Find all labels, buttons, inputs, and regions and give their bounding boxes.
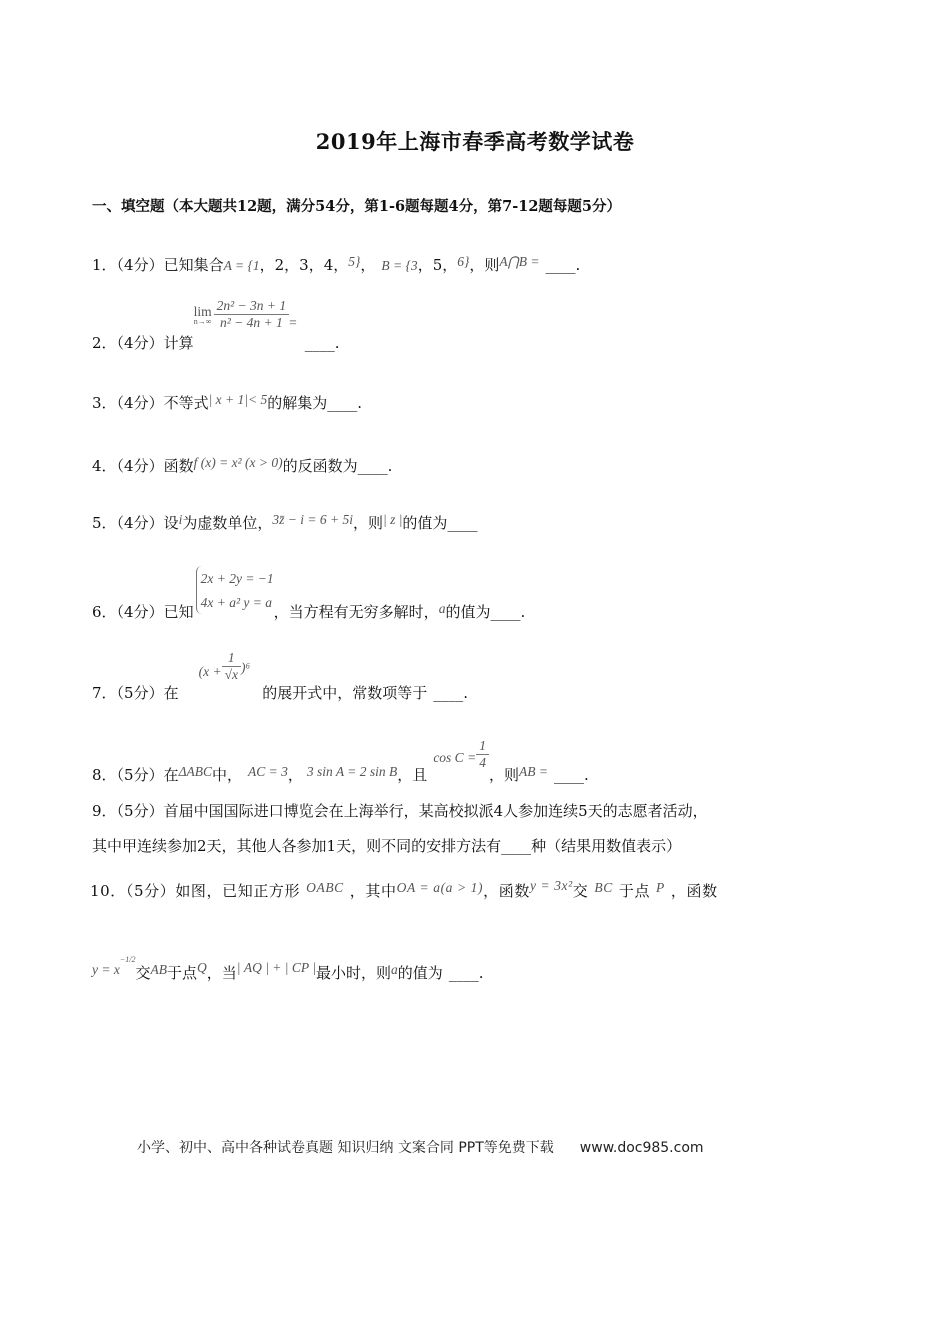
footer-text: 小学、初中、高中各种试卷真题 知识归纳 文案合同 PPT等免费下载	[137, 1140, 554, 1156]
question-3: 3．（4分）不等式| x + 1|< 5的解集为____.	[92, 392, 363, 412]
page-title: 2019年上海市春季高考数学试卷	[315, 129, 635, 154]
question-9-line-2: 其中甲连续参加2天，其他人各参加1天，则不同的安排方法有____种（结果用数值表示）	[92, 837, 682, 855]
question-6: 6．（4分）已知 2x + 2y = −1 4x + a² y = a ，当方程有无穷多解时，a的值为____.	[92, 566, 525, 614]
question-9-line-1: 9．（5分）首届中国国际进口博览会在上海举行，某高校拟派4人参加连续5天的志愿者活动，	[92, 802, 708, 820]
limit-fraction: $\frac{\text{2n² − 3n + 1}}{\text{n² − 4n + 1}}$	[214, 298, 290, 331]
question-10-line-1: 10．（5分）如图，已知正方形 OABC ，其中OA = a(a > 1)，函数y = 3x²交 BC 于点 P ，函数	[90, 878, 718, 900]
section-heading: 一、填空题（本大题共12题，满分54分，第1-6题每题4分，第7-12题每题5分）	[92, 198, 622, 215]
answer-blank: ____.	[448, 964, 484, 982]
footer-url[interactable]: www.doc985.com	[579, 1140, 704, 1156]
footer-banner	[137, 1137, 704, 1157]
question-7: 7．（5分）在(x + $\frac{1}{√x}$ )⁶的展开式中，常数项等于 ____.	[92, 650, 468, 702]
cosine-fraction: $\frac{1}{4}$	[476, 738, 489, 771]
answer-blank: ____.	[304, 334, 340, 352]
question-1: 1．（4分）已知集合A = {1，2，3，4，5}， B = {3，5，6}，则A⋂B = ____.	[92, 254, 581, 274]
equation-system: 2x + 2y = −1 4x + a² y = a	[196, 566, 274, 614]
answer-blank: ____	[447, 514, 478, 532]
question-8: 8．（5分）在ΔABC中， AC = 3， 3 sin A = 2 sin B，且cos C = $\frac{1}{4}$ ，则AB = ____.	[92, 738, 589, 784]
answer-blank: ____.	[327, 394, 363, 412]
answer-blank: ____.	[433, 684, 468, 702]
answer-blank: ____.	[490, 603, 526, 621]
answer-blank: ____.	[553, 766, 589, 784]
expansion-fraction: $\frac{1}{√x}$	[222, 650, 241, 683]
question-2: 2．（4分）计算 lim n→∞ $\frac{\text{2n² − 3n + 1}}{\text{n² − 4n + 1}}$ =____.	[92, 298, 340, 352]
question-5: 5．（4分）设i为虚数单位，3z̄ − i = 6 + 5i，则| z |的值为____	[92, 512, 478, 532]
answer-blank: ____	[501, 837, 532, 855]
answer-blank: ____.	[357, 457, 393, 475]
question-10-line-2: $y = x^{-1/2}$交AB于点Q，当| AQ | + | CP |最小时，则a的值为 ____.	[92, 955, 484, 982]
question-4: 4．（4分）函数f (x) = x² (x > 0)的反函数为____.	[92, 455, 393, 475]
answer-blank: ____.	[545, 256, 581, 274]
